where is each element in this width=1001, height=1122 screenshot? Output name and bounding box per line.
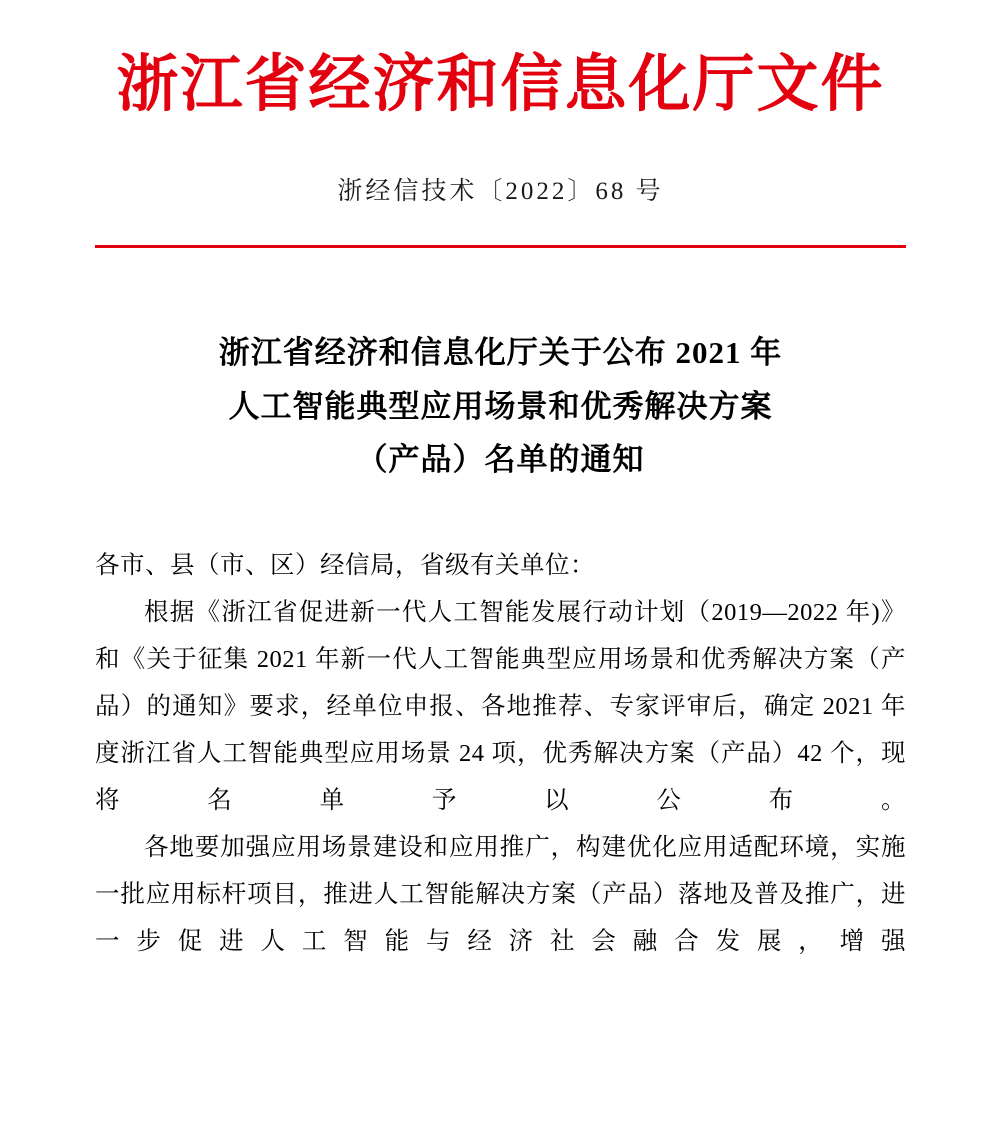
- page-title-line-1: 浙江省经济和信息化厅关于公布 2021 年: [218, 335, 783, 371]
- red-divider-rule: [95, 245, 906, 248]
- body-paragraph-1: 根据《浙江省促进新一代人工智能发展行动计划（2019—2022 年)》和《关于征集 2021 年新一代人工智能典型应用场景和优秀解决方案（产品）的通知》要求，经单位申报、各地推荐、专家评审后，确定 2021 年度浙江省人工智能典型应用场景 24 项，优秀解决方案（产品）42 个，现将名单予以公布。: [95, 599, 906, 815]
- page-title-line-3: （产品）名单的通知: [356, 441, 645, 477]
- document-header: [95, 0, 906, 207]
- page-title-line-2: 人工智能典型应用场景和优秀解决方案: [228, 388, 773, 424]
- page-title: [95, 326, 906, 486]
- body-paragraph-2: 各地要加强应用场景建设和应用推广，构建优化应用适配环境，实施一批应用标杆项目，推进人工智能解决方案（产品）落地及普及推广，进一步促进人工智能与经济社会融合发展，增强: [95, 834, 906, 956]
- issuing-organization-title: 浙江省经济和信息化厅文件: [116, 47, 885, 120]
- document-number: 浙经信技术〔2022〕68 号: [337, 178, 664, 206]
- document-body: [95, 542, 906, 965]
- salutation: 各市、县（市、区）经信局，省级有关单位：: [95, 552, 595, 580]
